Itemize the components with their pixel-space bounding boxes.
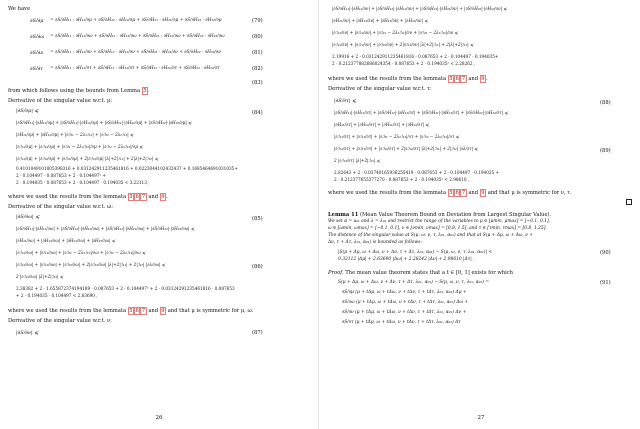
proof-eq-line: ∂S/∂μ (μ + tΔμ, ω + tΔω, ν + tΔν, τ + tΔτ, λ₀₁, α₀₁) Δμ +: [342, 290, 467, 295]
equation-80-lhs: ∂S/∂ω: [30, 34, 45, 40]
nu-eq-line: |∂H₁₁/∂ν| + |∂H₁₂/∂ν| + |∂H₂₁/∂ν| + |∂H₂₂/∂ν| ⩽: [332, 18, 428, 23]
lemma-text-line: The distance of the singular value at S(μ, ω, ν, τ, λ₀₁, α₀₁) and that at S(μ + Δμ, ω + Δω, ν +: [328, 233, 533, 238]
lemma-text-line: ω ∈ [ωmin, ωmax] = [−0.1, 0.1], ν ∈ [νmin, νmax] = [0.8, 1.5], and τ ∈ [τmin, τmax] = [0.8, 1.25].: [328, 226, 547, 231]
equation-number: (84): [252, 110, 263, 116]
mu-eq-line: |∂ℐ₁₁/∂μ| + |∂ℐ₁₂/∂μ| + |∂ℐ₂₂/∂μ| + 2|∂ℐ₁₂/∂μ| |λ|+2|ℐ₁₁| + 2|λ|+2|ℐ₁₂| ⩽: [16, 156, 159, 161]
conjunction-text: and: [148, 308, 159, 314]
lemmata-used-text: where we used the results from the lemmata 5 6 7 and 9 .: [8, 194, 168, 200]
conjunction-text: and: [468, 76, 479, 82]
lemma-ref-link[interactable]: 5: [129, 194, 133, 200]
lemma-ref-link[interactable]: 6: [455, 190, 459, 196]
lemma-ref-link[interactable]: 9: [481, 76, 485, 82]
section-heading-tau: Derivative of the singular value w.r.t. τ:: [328, 86, 432, 92]
equation-82-lhs: ∂S/∂τ: [30, 66, 44, 72]
lemma-ref-link[interactable]: 7: [141, 194, 146, 200]
omega-eq-line: |∂S/∂ω| ⩽: [16, 214, 40, 220]
lemma-ref-link[interactable]: 6: [135, 308, 139, 314]
mu-calc-line: 2 · 0.104497 · 0.087653 + 2 · 0.104497² +: [16, 173, 106, 178]
tau-eq-line: |∂ℐ₁₁/∂τ| + |∂ℐ₁₂/∂τ| + |∂ℐ₂₂/∂τ| + 2|∂ℐ₁₂/∂τ| |λ|+2|ℐ₁₁| + 2|ℐ₁₂| |∂λ/∂τ| ⩽: [334, 146, 478, 151]
equation-number: (89): [600, 148, 611, 154]
lemma-eq-line: |S(μ + Δμ, ω + Δω, ν + Δν, τ + Δτ, λ₀₁, α₀₁) − S(μ, ω, ν, τ, λ₀₁, α₀₁)| <: [338, 250, 493, 255]
mu-eq-line: |∂ℐ₁₁/∂μ| + |∂ℐ₁₂/∂μ| + |∂ℐ₂₁ − 2λ₂ℐ₁₂|/∂μ + |∂ℐ₂₂ − 2λ₂ℐ₁₂|/∂μ ⩽: [16, 144, 143, 149]
intro-text: We have: [8, 6, 31, 12]
nu-eq-line: |∂ℐ₁₁/∂ν| + |∂ℐ₁₂/∂ν| + |∂ℐ₂₂/∂ν| + 2|∂ℐ₁₂/∂ν| |λ|+2|ℐ₁₁| + 2|λ|+2|ℐ₁₂| ⩽: [332, 42, 474, 47]
equation-80-rhs: = ∂S/∂H₁₁ · ∂H₁₁/∂ω + ∂S/∂H₁₂ · ∂H₁₂/∂ω + ∂S/∂H₂₁ · ∂H₂₁/∂ω + ∂S/∂H₂₂ · ∂H₂₂/∂ω: [50, 34, 225, 39]
lemma-heading: [328, 212, 551, 218]
lemmata-used-body: where we used the results from the lemmata: [328, 76, 447, 82]
page-gutter: [318, 0, 319, 429]
tau-calc-line: 2 · 0.212377655377270 · 0.087653 + 2 · 0.194035² < 2.98610 ,: [334, 177, 470, 182]
omega-eq-line: |∂H₁₁/∂ω| + |∂H₁₂/∂ω| + |∂H₂₁/∂ω| + |∂H₂₂/∂ω| ⩽: [16, 238, 116, 243]
lemmata-used-text: where we used the results from the lemmata 5 6 7 and 9 .: [328, 76, 488, 82]
equation-number: (91): [600, 280, 611, 286]
omega-calc-line: + 2 · 0.194035 · 0.104497 < 2.63690 ,: [16, 293, 98, 298]
equation-79-rhs: = ∂S/∂H₁₁ · ∂H₁₁/∂μ + ∂S/∂H₁₂ · ∂H₁₂/∂μ + ∂S/∂H₂₁ · ∂H₂₁/∂μ + ∂S/∂H₂₂ · ∂H₂₂/∂μ: [50, 18, 222, 23]
proof-intro: [328, 270, 513, 276]
conjunction-text: and: [468, 190, 479, 196]
proof-text: The mean value theorem states that a t ∈ [0, 1] exists for which: [345, 270, 514, 276]
equation-number: (81): [252, 50, 263, 56]
lemmata-used-body: where we used the results from the lemmata: [8, 194, 127, 200]
lemma-ref-link[interactable]: 7: [141, 308, 146, 314]
lemmata-used-text: [8, 308, 253, 314]
nu-eq-start: |∂S/∂ν| ⩽: [16, 330, 39, 336]
proof-label: Proof.: [328, 270, 344, 276]
bounds-text: from which follows using the bounds from Lemma 5 .: [8, 88, 150, 94]
lemma-text-line: We set α = a₀₁ and λ = λ₀₁ and restrict the range of the variables to μ ∈ [μmin, μmax] = [−0.1, 0.1],: [328, 219, 551, 224]
lemmata-used-text: [328, 190, 572, 196]
equation-number: (82): [252, 66, 263, 72]
mu-calc-line: 0.4101049101005398316 + 0.031242911235461816 + 0.0223044102432437 + 0.1685464691031035+: [16, 166, 238, 171]
nu-eq-line: |∂ℐ₁₁/∂ν| + |∂ℐ₁₂/∂ν| + |∂ℐ₂₁ − 2λ₂ℐ₁₂|/∂ν + |∂ℐ₂₂ − 2λ₂ℐ₁₂|/∂ν ⩽: [332, 30, 459, 35]
lemma-ref-link[interactable]: 5: [449, 190, 453, 196]
tau-eq-line: |∂S/∂H₁₁|·|∂H₁₁/∂τ| + |∂S/∂H₁₂|·|∂H₁₂/∂τ| + |∂S/∂H₂₁|·|∂H₂₁/∂τ| + |∂S/∂H₂₂|·|∂H₂₂/∂τ| ⩽: [334, 110, 508, 115]
equation-number: (86): [252, 264, 263, 270]
equation-79-lhs: ∂S/∂μ: [30, 18, 44, 24]
proof-eq-line: ∂S/∂τ (μ + tΔμ, ω + tΔω, ν + tΔν, τ + tΔτ, λ₀₁, α₀₁) Δτ: [342, 320, 461, 325]
section-heading-omega: Derivative of the singular value w.r.t. ω:: [8, 204, 113, 210]
lemma-heading-text: (Mean Value Theorem Bound on Deviation from Largest Singular Value).: [359, 212, 552, 218]
lemmata-used-body: where we used the results from the lemmata: [8, 308, 127, 314]
lemma-ref-link[interactable]: 5: [129, 308, 133, 314]
section-heading-mu: Derivative of the singular value w.r.t. μ:: [8, 98, 113, 104]
qed-square: [626, 199, 632, 205]
proof-eq-line: ∂S/∂ν (μ + tΔμ, ω + tΔω, ν + tΔν, τ + tΔτ, λ₀₁, α₀₁) Δν +: [342, 310, 467, 315]
bounds-text-body: from which follows using the bounds from Lemma: [8, 88, 141, 94]
equation-number: (90): [600, 250, 611, 256]
page-number: 26: [155, 415, 163, 421]
lemma-title: Lemma 11: [328, 212, 359, 218]
page-number: 27: [477, 415, 485, 421]
omega-eq-line: |∂S/∂H₁₁|·|∂H₁₁/∂ω| + |∂S/∂H₁₂|·|∂H₁₂/∂ω| + |∂S/∂H₂₁|·|∂H₂₁/∂ω| + |∂S/∂H₂₂|·|∂H₂₂/∂ω| ⩽: [16, 226, 195, 231]
lemma-text-line: Δν, τ + Δτ, λ₀₁, α₀₁) is bounded as follows:: [328, 240, 422, 245]
nu-eq-line: |∂S/∂H₁₁|·|∂H₁₁/∂ν| + |∂S/∂H₁₂|·|∂H₁₂/∂ν| + |∂S/∂H₂₁|·|∂H₂₁/∂ν| + |∂S/∂H₂₂|·|∂H₂₂/∂ν| ⩽: [332, 6, 507, 11]
nu-calc-line: 2.19916 + 2 · 0.031242911235461816 · 0.087653 + 2 · 0.104497 · 0.194035+: [332, 54, 499, 59]
conjunction-text: and: [148, 194, 159, 200]
equation-81-rhs: = ∂S/∂H₁₁ · ∂H₁₁/∂ν + ∂S/∂H₁₂ · ∂H₁₂/∂ν + ∂S/∂H₂₁ · ∂H₂₁/∂ν + ∂S/∂H₂₂ · ∂H₂₂/∂ν: [50, 50, 221, 55]
lemmata-used-body: where we used the results from the lemmata: [328, 190, 447, 196]
lemmata-used-tail: and that μ is symmetric for μ, ω.: [167, 308, 254, 314]
equation-number: (80): [252, 34, 263, 40]
omega-eq-line: |∂ℐ₁₁/∂ω| + |∂ℐ₁₂/∂ω| + |∂ℐ₂₁ − 2λ₂ℐ₁₂|/∂ω + |∂ℐ₂₂ − 2λ₂ℐ₁₂|/∂ω ⩽: [16, 250, 146, 255]
right-page: [324, 0, 638, 429]
lemma-eq-line: 0.32112 |Δμ| + 2.63690 |Δω| + 2.28242 |Δν| + 2.98610 |Δτ| .: [338, 257, 475, 262]
equation-number: (85): [252, 216, 263, 222]
tau-eq-line: |∂ℐ₁₁/∂τ| + |∂ℐ₁₂/∂τ| + |∂ℐ₂₁ − 2λ₂ℐ₁₂|/∂τ + |∂ℐ₂₂ − 2λ₂ℐ₁₂|/∂τ ⩽: [334, 134, 460, 139]
tau-calc-line: 2.82643 + 2 · 0.03740165936255419 · 0.087653 + 2 · 0.104497 · 0.194035 +: [334, 170, 500, 175]
lemma-ref-link[interactable]: 5: [449, 76, 453, 82]
mu-eq-line: |∂S/∂H₁₁|·|∂H₁₁/∂μ| + |∂S/∂H₁₂|·|∂H₁₂/∂μ| + |∂S/∂H₂₁|·|∂H₂₁/∂μ| + |∂S/∂H₂₂|·|∂H₂₂/∂μ| ⩽: [16, 120, 192, 125]
equation-81-lhs: ∂S/∂ν: [30, 50, 44, 56]
tau-eq-line: 2 |∂ℐ₁₂/∂τ| |λ|+2|ℐ₁₂| ⩽: [334, 158, 381, 163]
equation-number: (79): [252, 18, 263, 24]
lemma-ref-link[interactable]: 6: [455, 76, 459, 82]
omega-calc-line: 2.38382 + 2 · 1.655872374194189 · 0.087653 + 2 · 0.104497² + 2 · 0.03124291235461816 · 0.087653: [16, 286, 235, 291]
omega-eq-line: 2 |∂ℐ₁₂/∂ω| |λ|+2|ℐ₁₂| ⩽: [16, 274, 64, 279]
proof-eq-line: S(μ + Δμ, ω + Δω, ν + Δν, τ + Δτ, λ₀₁, α₀₁) − S(μ, ω, ν, τ, λ₀₁, α₀₁) =: [338, 280, 490, 285]
nu-calc-line: 2 · 0.212377882686024354 · 0.087653 + 2 · 0.194035² < 2.28262 ,: [332, 61, 476, 66]
equation-number: (88): [600, 100, 611, 106]
proof-eq-line: ∂S/∂ω (μ + tΔμ, ω + tΔω, ν + tΔν, τ + tΔτ, λ₀₁, α₀₁) Δω +: [342, 300, 469, 305]
tau-eq-line: |∂S/∂τ| ⩽: [334, 98, 357, 104]
tau-eq-line: |∂H₁₁/∂τ| + |∂H₁₂/∂τ| + |∂H₂₁/∂τ| + |∂H₂₂/∂τ| ⩽: [334, 122, 429, 127]
left-page: [2, 0, 316, 429]
mu-eq-line: |∂H₁₁/∂μ| + |∂H₁₂/∂μ| + |∂ℐ₂₁ − 2λ₂ℐ₁₂| + |∂ℐ₂₂ − 2λ₂ℐ₁₂| ⩽: [16, 132, 134, 137]
lemma-ref-link[interactable]: 9: [161, 308, 165, 314]
equation-number: (83): [252, 80, 263, 86]
mu-eq-line: |∂S/∂μ| ⩽: [16, 108, 39, 114]
lemma-ref-link[interactable]: 7: [461, 190, 466, 196]
lemma-ref-link[interactable]: 7: [461, 76, 466, 82]
lemma-ref-link[interactable]: 5: [143, 88, 147, 94]
equation-82-rhs: = ∂S/∂H₁₁ · ∂H₁₁/∂τ + ∂S/∂H₁₂ · ∂H₁₂/∂τ + ∂S/∂H₂₁ · ∂H₂₁/∂τ + ∂S/∂H₂₂ · ∂H₂₂/∂τ: [50, 66, 220, 71]
equation-number: (87): [252, 330, 263, 336]
omega-eq-line: |∂ℐ₁₁/∂ω| + |∂ℐ₁₂/∂ω| + |∂ℐ₂₂/∂ω| + 2|∂ℐ₁₂/∂ω| |λ|+2|ℐ₁₁| + 2|ℐ₁₂| |∂λ/∂ω| ⩽: [16, 262, 166, 267]
lemma-ref-link[interactable]: 9: [481, 190, 485, 196]
lemmata-used-tail: and that μ is symmetric for ν, τ.: [487, 190, 572, 196]
mu-calc-line: 2 · 0.194035 · 0.087653 + 2 · 0.104497 · 0.194035 < 3.22113,: [16, 180, 149, 185]
section-heading-nu: Derivative of the singular value w.r.t. ν:: [8, 318, 112, 324]
lemma-ref-link[interactable]: 9: [161, 194, 165, 200]
lemma-ref-link[interactable]: 6: [135, 194, 139, 200]
